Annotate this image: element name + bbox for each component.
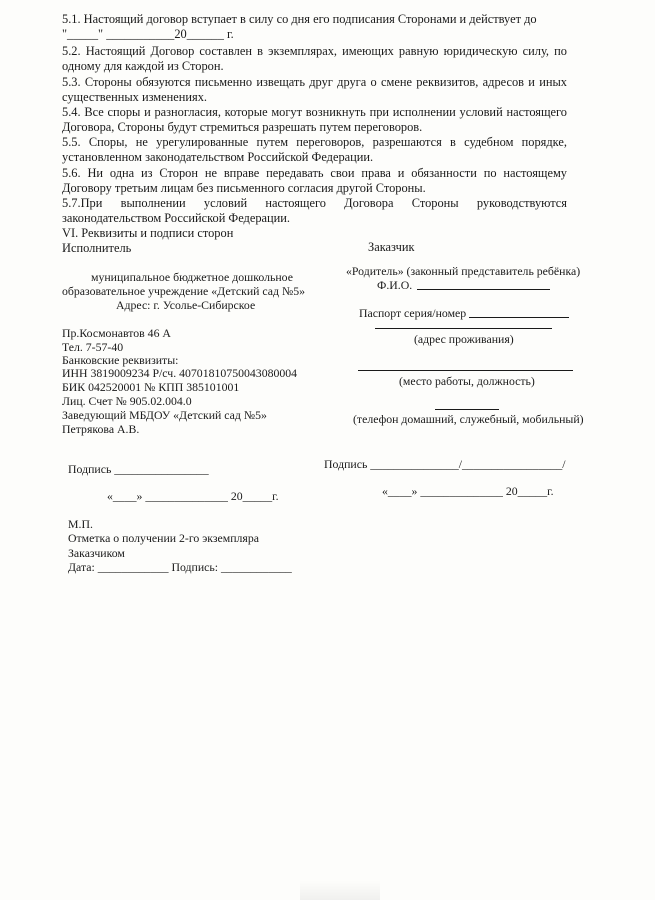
clause-5-4: 5.4. Все споры и разногласия, которые могут возникнуть при исполнении условий настоящего Договора, Стороны будут стремиться разрешать путем переговоров. [62,105,567,134]
customer-signature: Подпись _______________/_________________/ [324,457,566,471]
customer-passport-label: Паспорт серия/номер [359,306,467,320]
seal-mark: М.П. [68,517,93,531]
fio-underline [417,289,550,290]
clause-5-1: 5.1. Настоящий договор вступает в силу со дня его подписания Сторонами и действует до [62,12,537,26]
customer-work-caption: (место работы, должность) [399,374,535,388]
executor-head-title: Заведующий МБДОУ «Детский сад №5» [62,408,267,422]
customer-date: «____» ______________ 20_____г. [382,484,554,498]
work-underline [358,370,573,371]
scan-shadow [300,880,380,900]
executor-account: Лиц. Счет № 905.02.004.0 [62,394,192,408]
customer-fio-label: Ф.И.О. [377,278,413,292]
customer-parent-label: «Родитель» (законный представитель ребёнка) [346,264,581,278]
clause-5-6: 5.6. Ни одна из Сторон не вправе передавать свои права и обязанности по настоящему Договору третьим лицам без письменного согласия другой Стороны. [62,166,567,195]
clause-5-1-date: "_____" ___________20______ г. [62,27,234,41]
executor-street: Пр.Космонавтов 46 А [62,326,171,340]
customer-label: Заказчик [368,240,415,254]
clause-5-2: 5.2. Настоящий Договор составлен в экземплярах, имеющих равную юридическую силу, по одному для каждой из Сторон. [62,44,567,73]
executor-bank-label: Банковские реквизиты: [62,353,179,367]
executor-signature: Подпись ________________ [68,462,209,476]
executor-bik: БИК 042520001 № КПП 385101001 [62,380,240,394]
passport-underline [469,317,569,318]
executor-label: Исполнитель [62,241,132,255]
section-6-title: VI. Реквизиты и подписи сторон [62,226,234,240]
executor-address: Адрес: г. Усолье-Сибирское [116,298,256,312]
executor-inn: ИНН 3819009234 Р/сч. 40701810750043080004 [62,366,298,380]
phone-underline [435,409,499,410]
executor-head-name: Петрякова А.В. [62,422,140,436]
receipt-line1: Отметка о получении 2-го экземпляра [68,531,259,545]
executor-org-line1: муниципальное бюджетное дошкольное [91,270,293,284]
executor-phone: Тел. 7-57-40 [62,340,124,354]
customer-address-caption: (адрес проживания) [414,332,514,346]
receipt-date-signature: Дата: ____________ Подпись: ____________ [68,560,292,574]
receipt-line2: Заказчиком [68,546,125,560]
clause-5-7: 5.7.При выполнении условий настоящего Договора Стороны руководствуются законодательством Российской Федерации. [62,196,567,225]
clause-5-5: 5.5. Споры, не урегулированные путем переговоров, разрешаются в судебном порядке, установленном законодательством Российской Федерации. [62,135,567,164]
executor-date: «____» ______________ 20_____г. [107,489,279,503]
executor-org-line2: образовательное учреждение «Детский сад №5» [62,284,306,298]
clause-5-3: 5.3. Стороны обязуются письменно извещать друг друга о смене реквизитов, адресов и иных существенных изменениях. [62,75,567,104]
customer-phone-caption: (телефон домашний, служебный, мобильный) [353,412,584,426]
address-underline [375,328,552,329]
